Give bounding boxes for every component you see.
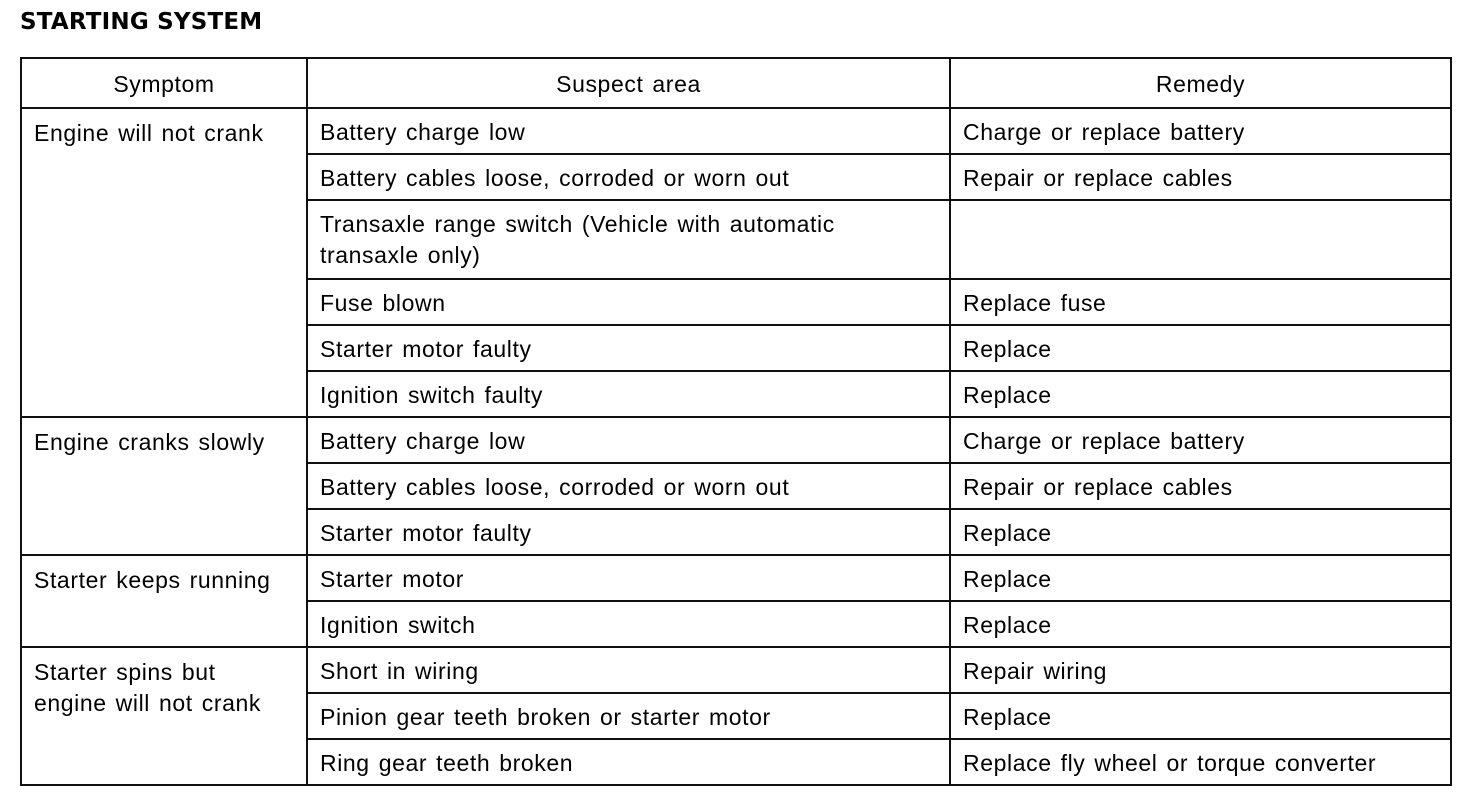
remedy-cell: Replace fly wheel or torque converter bbox=[950, 739, 1451, 785]
remedy-cell: Charge or replace battery bbox=[950, 108, 1451, 154]
suspect-area-cell: Transaxle range switch (Vehicle with automatic transaxle only) bbox=[307, 200, 950, 279]
remedy-cell: Replace bbox=[950, 325, 1451, 371]
remedy-cell: Replace fuse bbox=[950, 279, 1451, 325]
column-header-symptom: Symptom bbox=[21, 58, 307, 108]
remedy-cell: Replace bbox=[950, 693, 1451, 739]
remedy-cell: Repair or replace cables bbox=[950, 154, 1451, 200]
remedy-cell: Charge or replace battery bbox=[950, 417, 1451, 463]
suspect-area-cell: Battery charge low bbox=[307, 108, 950, 154]
troubleshooting-table bbox=[20, 57, 1452, 786]
page-title: STARTING SYSTEM bbox=[20, 9, 263, 35]
remedy-cell: Replace bbox=[950, 601, 1451, 647]
column-header-remedy: Remedy bbox=[950, 58, 1451, 108]
suspect-area-cell: Starter motor faulty bbox=[307, 325, 950, 371]
suspect-area-cell: Battery cables loose, corroded or worn out bbox=[307, 154, 950, 200]
symptom-cell: Starter keeps running bbox=[21, 555, 307, 647]
suspect-area-cell: Battery charge low bbox=[307, 417, 950, 463]
table-row bbox=[21, 108, 1451, 154]
table-row bbox=[21, 555, 1451, 601]
remedy-cell: Replace bbox=[950, 555, 1451, 601]
suspect-area-cell: Fuse blown bbox=[307, 279, 950, 325]
suspect-area-cell: Ring gear teeth broken bbox=[307, 739, 950, 785]
symptom-cell: Engine cranks slowly bbox=[21, 417, 307, 555]
suspect-area-cell: Battery cables loose, corroded or worn out bbox=[307, 463, 950, 509]
remedy-cell: Repair wiring bbox=[950, 647, 1451, 693]
suspect-area-cell: Ignition switch faulty bbox=[307, 371, 950, 417]
remedy-cell: Replace bbox=[950, 371, 1451, 417]
suspect-area-cell: Starter motor bbox=[307, 555, 950, 601]
remedy-cell: Repair or replace cables bbox=[950, 463, 1451, 509]
header-row bbox=[21, 58, 1451, 108]
symptom-cell: Starter spins but engine will not crank bbox=[21, 647, 307, 785]
column-header-suspect-area: Suspect area bbox=[307, 58, 950, 108]
suspect-area-cell: Short in wiring bbox=[307, 647, 950, 693]
table-row bbox=[21, 417, 1451, 463]
suspect-area-cell: Starter motor faulty bbox=[307, 509, 950, 555]
suspect-area-cell: Pinion gear teeth broken or starter motor bbox=[307, 693, 950, 739]
symptom-cell: Engine will not crank bbox=[21, 108, 307, 417]
remedy-cell bbox=[950, 200, 1451, 279]
remedy-cell: Replace bbox=[950, 509, 1451, 555]
table-row bbox=[21, 647, 1451, 693]
suspect-area-cell: Ignition switch bbox=[307, 601, 950, 647]
